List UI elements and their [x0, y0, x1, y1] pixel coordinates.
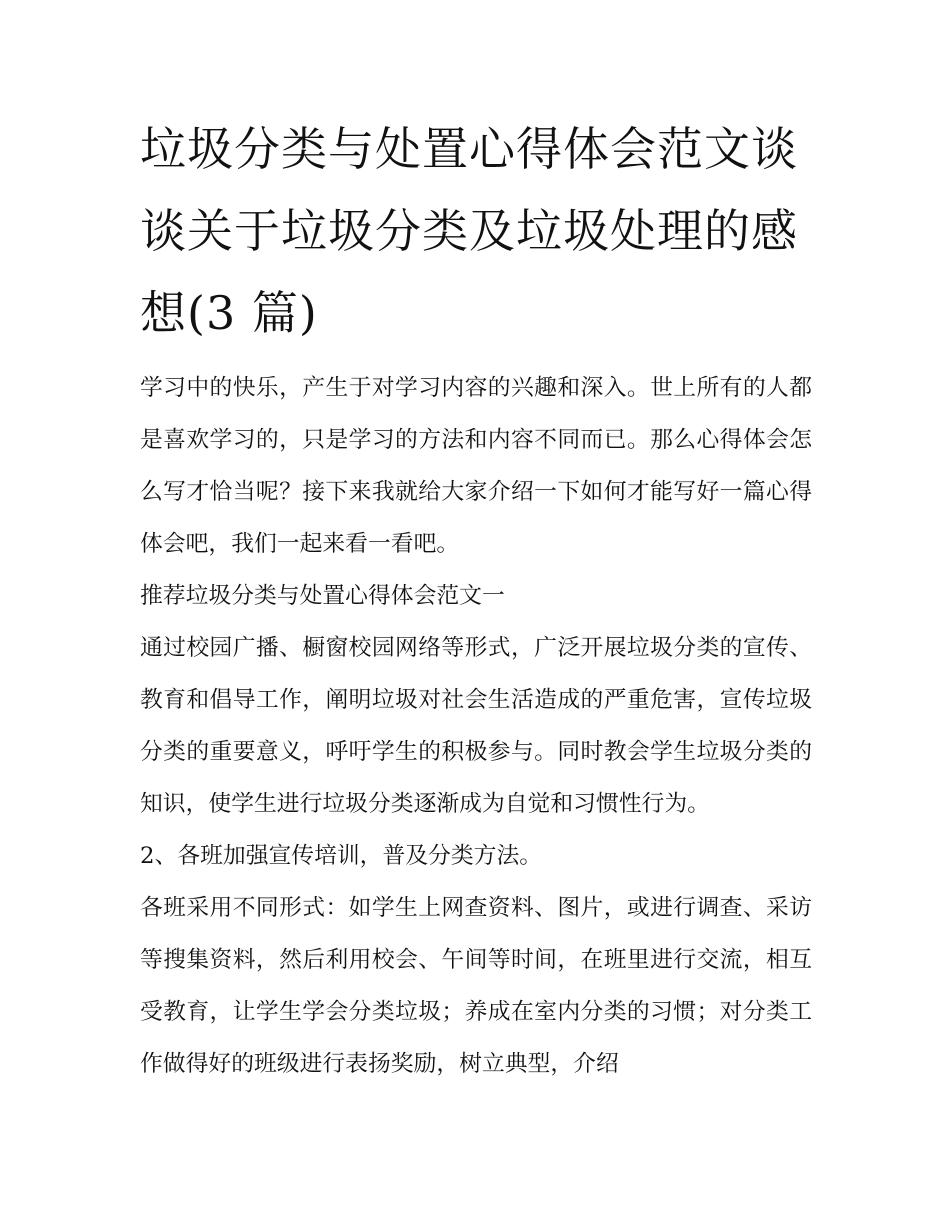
document-body	[140, 362, 812, 1090]
body-paragraph: 各班采用不同形式：如学生上网查资料、图片，或进行调查、采访等搜集资料，然后利用校会、午间等时间，在班里进行交流，相互受教育，让学生学会分类垃圾；养成在室内分类的习惯；对分类工作做得好的班级进行表扬奖励，树立典型，介绍	[140, 895, 812, 1077]
section-heading: 推荐垃圾分类与处置心得体会范文一	[140, 583, 505, 609]
document-title: 垃圾分类与处置心得体会范文谈谈关于垃圾分类及垃圾处理的感想(3 篇)	[140, 122, 798, 340]
document-content	[140, 108, 812, 1090]
numbered-item: 2、各班加强宣传培训，普及分类方法。	[140, 843, 543, 869]
intro-paragraph: 学习中的快乐，产生于对学习内容的兴趣和深入。世上所有的人都是喜欢学习的，只是学习的方法和内容不同而已。那么心得体会怎么写才恰当呢？接下来我就给大家介绍一下如何才能写好一篇心得体会吧，我们一起来看一看吧。	[140, 375, 812, 557]
body-paragraph: 通过校园广播、橱窗校园网络等形式，广泛开展垃圾分类的宣传、教育和倡导工作，阐明垃圾对社会生活造成的严重危害，宣传垃圾分类的重要意义，呼吁学生的积极参与。同时教会学生垃圾分类的知识，使学生进行垃圾分类逐渐成为自觉和习惯性行为。	[140, 635, 812, 817]
